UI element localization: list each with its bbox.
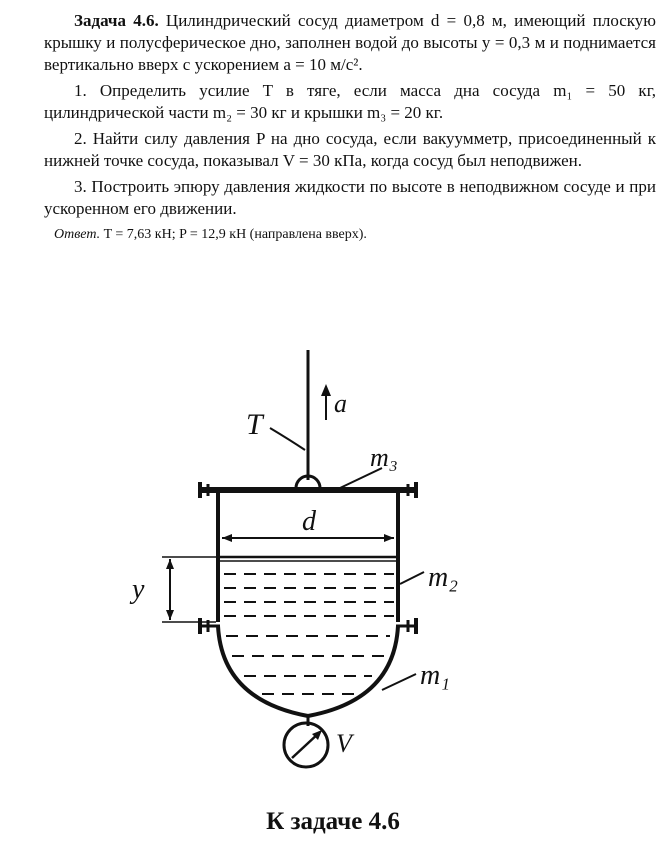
problem-title: Задача 4.6.: [74, 11, 159, 30]
problem-statement: [44, 10, 656, 76]
water-lines: [224, 574, 394, 694]
item-2: 2. Найти силу давления P на дно сосуда, если вакуумметр, присоединенный к нижней точке сосуда, показывал V = 30 кПа, когда сосуд был неподвижен.: [44, 129, 656, 170]
acceleration-arrowhead: [321, 384, 331, 396]
label-m3: m₃: [370, 443, 398, 472]
m1-leader: [382, 674, 416, 690]
statement-text: Цилиндрический сосуд диаметром d = 0,8 м, имеющий плоскую крышку и полусферическое дно, заполнен водой до высоты y = 0,3 м и поднимается вертикально вверх с ускорением a = 10 м/с².: [44, 11, 657, 74]
vessel-figure: [0, 320, 666, 800]
answer-text: T = 7,63 кН; P = 12,9 кН (направлена вверх).: [103, 227, 367, 242]
problem-text: [44, 10, 656, 246]
item-1: 1. Определить усилие T в тяге, если масса дна сосуда m₁ = 50 кг, цилиндрической части m₂ = 30 кг и крышки m₃ = 20 кг.: [44, 81, 656, 122]
item-3: 3. Построить эпюру давления жидкости по высоте в неподвижном сосуде и при ускоренном его движении.: [44, 177, 656, 218]
figure-caption: К задаче 4.6: [266, 808, 400, 835]
label-m1: m₁: [420, 660, 450, 691]
m2-leader: [400, 572, 424, 584]
label-V: V: [336, 729, 352, 758]
label-d: d: [302, 506, 316, 537]
label-m2: m₂: [428, 562, 458, 593]
label-y: y: [132, 574, 145, 605]
answer-label: Ответ.: [54, 227, 101, 242]
label-a: a: [334, 389, 347, 418]
answer: [54, 224, 656, 246]
hemispherical-bottom: [218, 626, 398, 716]
label-T: T: [246, 408, 263, 441]
T-leader: [270, 428, 305, 450]
